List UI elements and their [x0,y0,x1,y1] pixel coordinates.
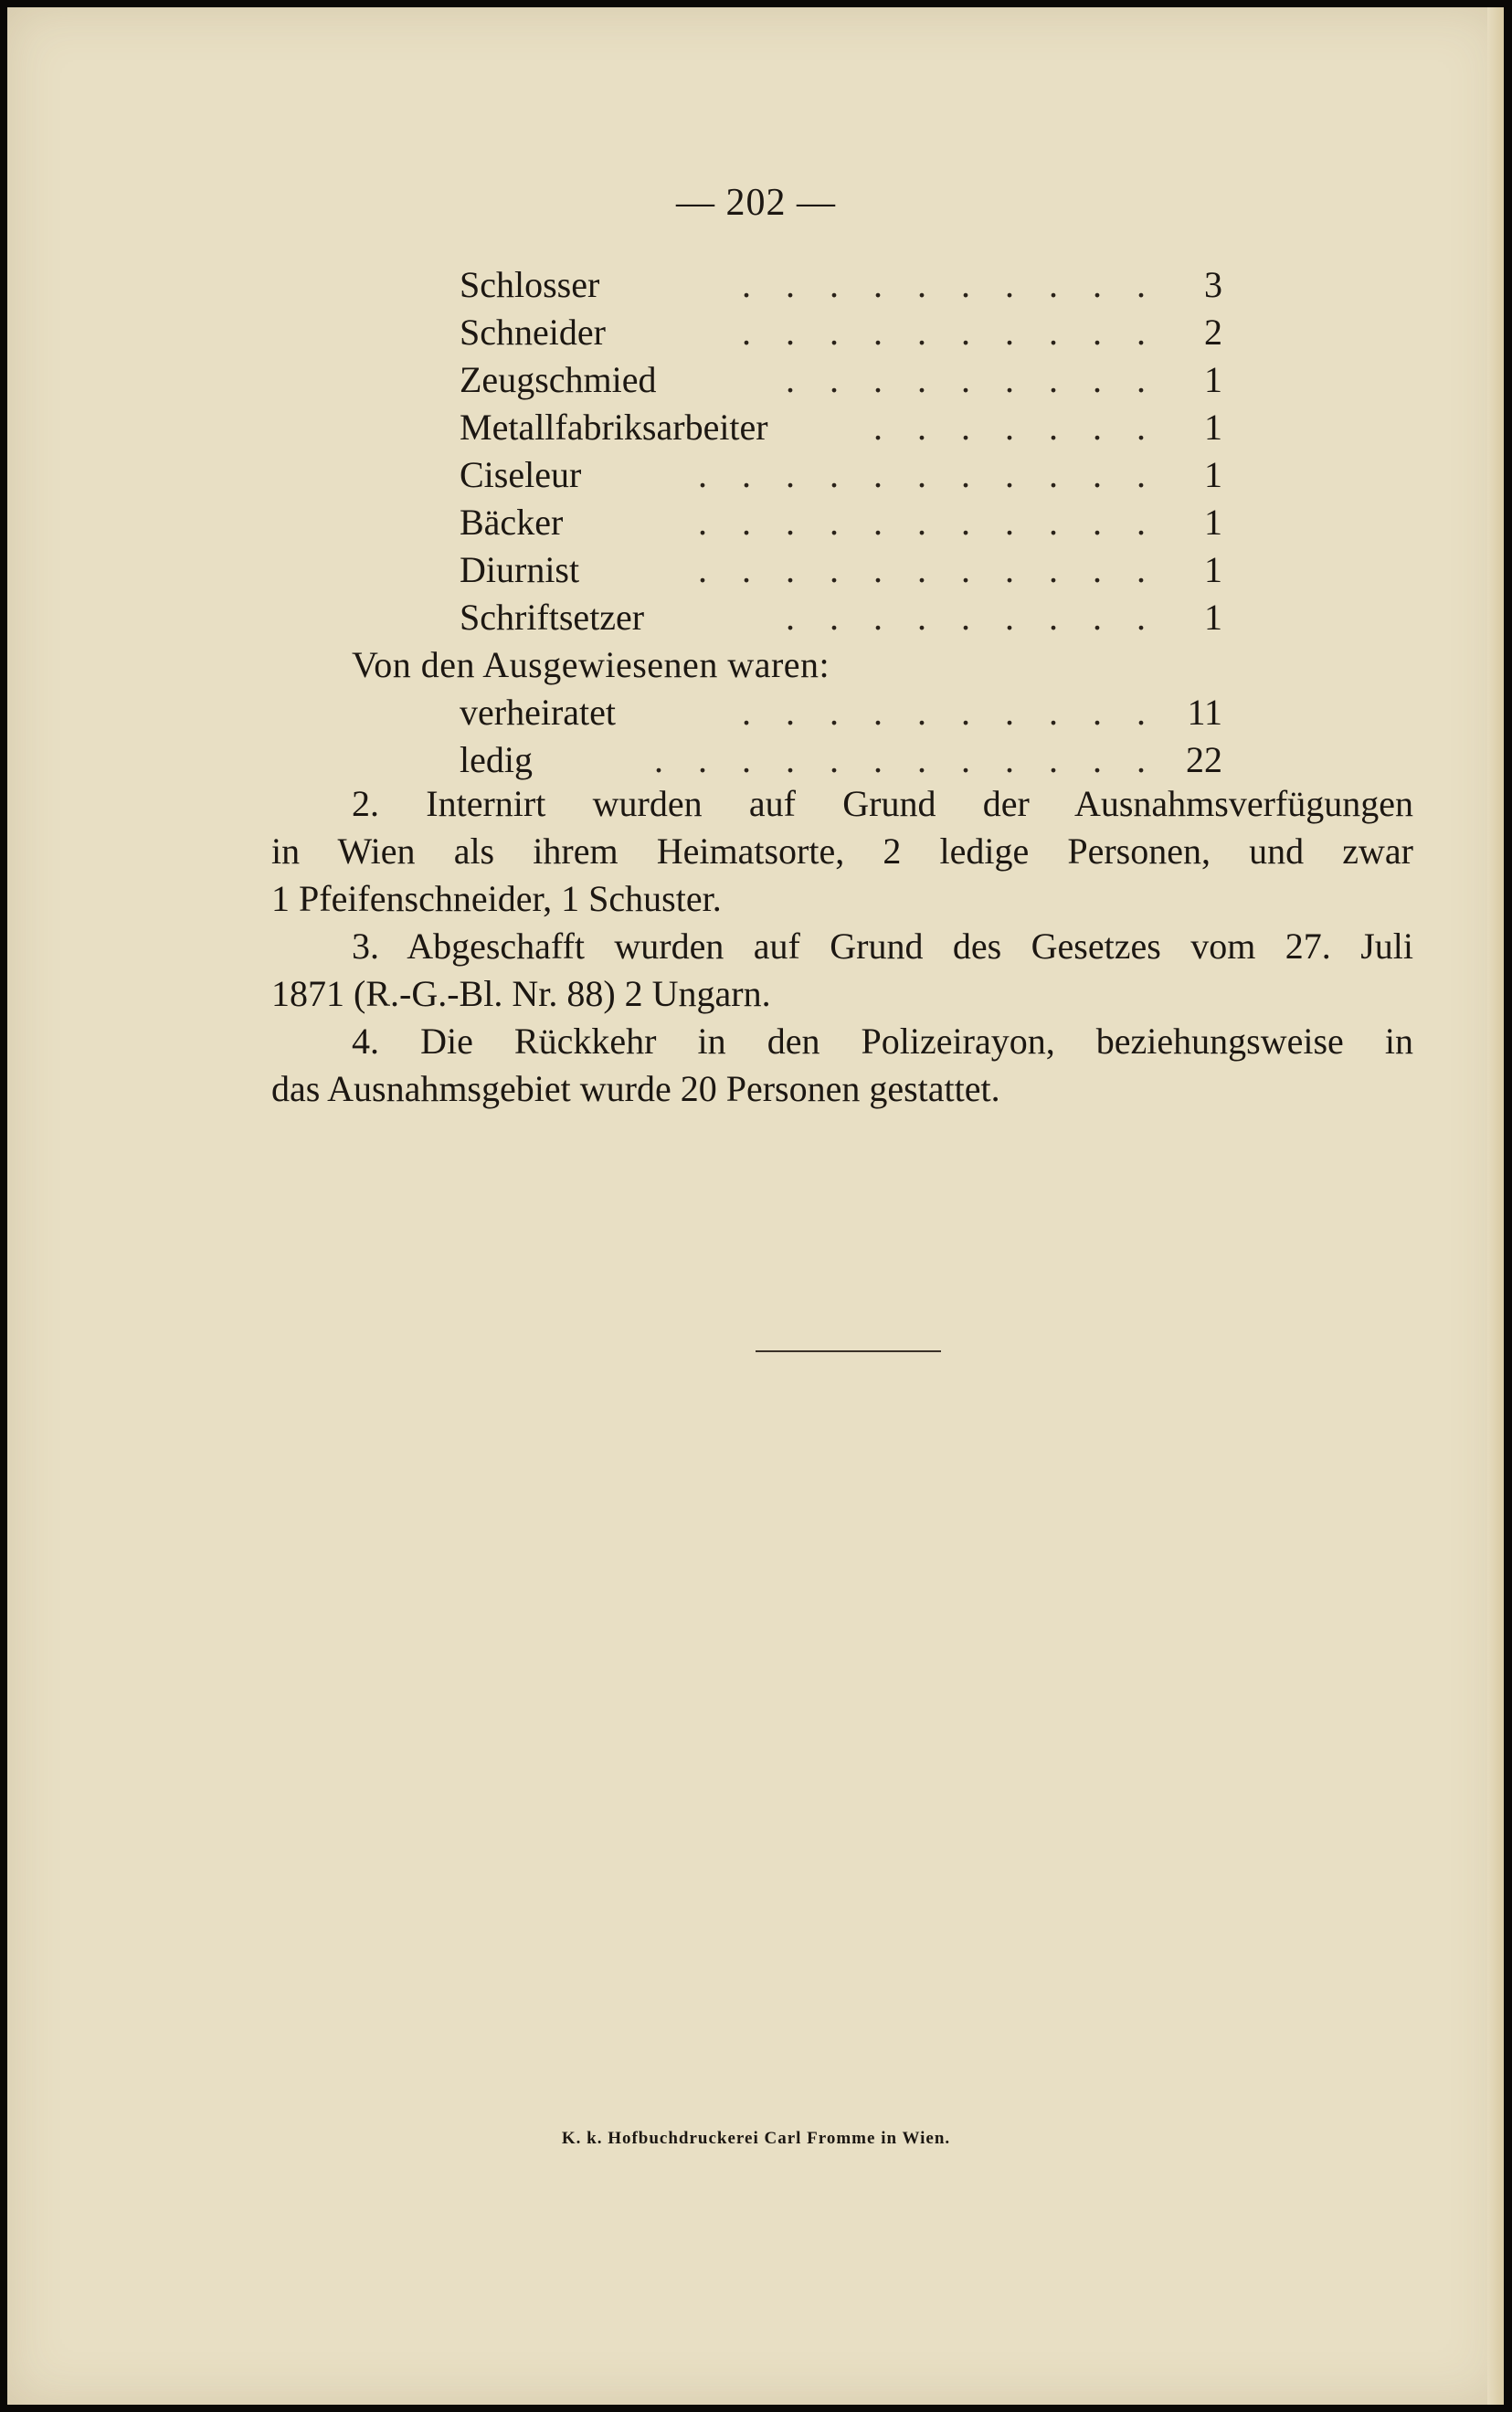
paragraph-line: 3. Abgeschafft wurden auf Grund des Gesetzes vom 27. Juli [352,926,1413,967]
row-label: Bäcker [460,502,564,543]
row-label: Schriftsetzer [460,597,645,638]
table-row [460,451,1222,499]
printer-imprint: K. k. Hofbuchdruckerei Carl Fromme in Wien. [561,2129,951,2148]
paragraph-line: 1871 (R.-G.-Bl. Nr. 88) 2 Ungarn. [271,973,771,1014]
row-value: 22 [1186,739,1222,780]
leader-dots: . . . . . . . . . . . [698,454,1158,495]
row-label: Schneider [460,312,606,353]
row-label: ledig [460,739,533,780]
paragraph-line: 4. Die Rückkehr in den Polizeirayon, beziehungsweise in [352,1021,1413,1062]
table-row [460,499,1222,546]
leader-dots: . . . . . . . . . [786,597,1158,638]
leader-dots: . . . . . . . . . . [742,692,1158,733]
row-value: 3 [1204,264,1222,305]
row-label: Metallfabriksarbeiter [460,407,768,448]
page-number: — 202 — [676,182,836,224]
table-row [460,356,1222,404]
row-value: 1 [1204,359,1222,400]
leader-dots: . . . . . . . . . . . [698,502,1158,543]
marital-heading: Von den Ausgewiesenen waren: [352,644,830,685]
row-value: 1 [1204,502,1222,543]
paragraph-line: in Wien als ihrem Heimatsorte, 2 ledige Personen, und zwar [271,830,1413,872]
row-value: 1 [1204,549,1222,590]
table-row [460,736,1222,784]
table-row [460,689,1222,736]
leader-dots: . . . . . . . . . [786,359,1158,400]
leader-dots: . . . . . . . . . . [742,264,1158,305]
table-row [460,594,1222,641]
leader-dots: . . . . . . . [873,407,1158,448]
table-row [460,309,1222,356]
table-row [460,261,1222,309]
paragraph-line: das Ausnahmsgebiet wurde 20 Personen gestattet. [271,1068,1000,1109]
row-value: 1 [1204,407,1222,448]
leader-dots: . . . . . . . . . . [742,312,1158,353]
page-edge [1487,7,1504,2405]
paragraph-line: 1 Pfeifenschneider, 1 Schuster. [271,878,722,919]
paragraph-line: 2. Internirt wurden auf Grund der Ausnahmsverfügungen [352,783,1413,824]
row-value: 2 [1204,312,1222,353]
row-value: 1 [1204,597,1222,638]
section-divider [756,1350,941,1352]
row-label: Zeugschmied [460,359,657,400]
leader-dots: . . . . . . . . . . . [698,549,1158,590]
table-row [460,404,1222,451]
row-label: Ciseleur [460,454,582,495]
row-value: 11 [1187,692,1222,733]
table-row [460,546,1222,594]
row-label: verheiratet [460,692,616,733]
row-label: Diurnist [460,549,580,590]
row-value: 1 [1204,454,1222,495]
row-label: Schlosser [460,264,600,305]
leader-dots: . . . . . . . . . . . . [654,739,1158,780]
